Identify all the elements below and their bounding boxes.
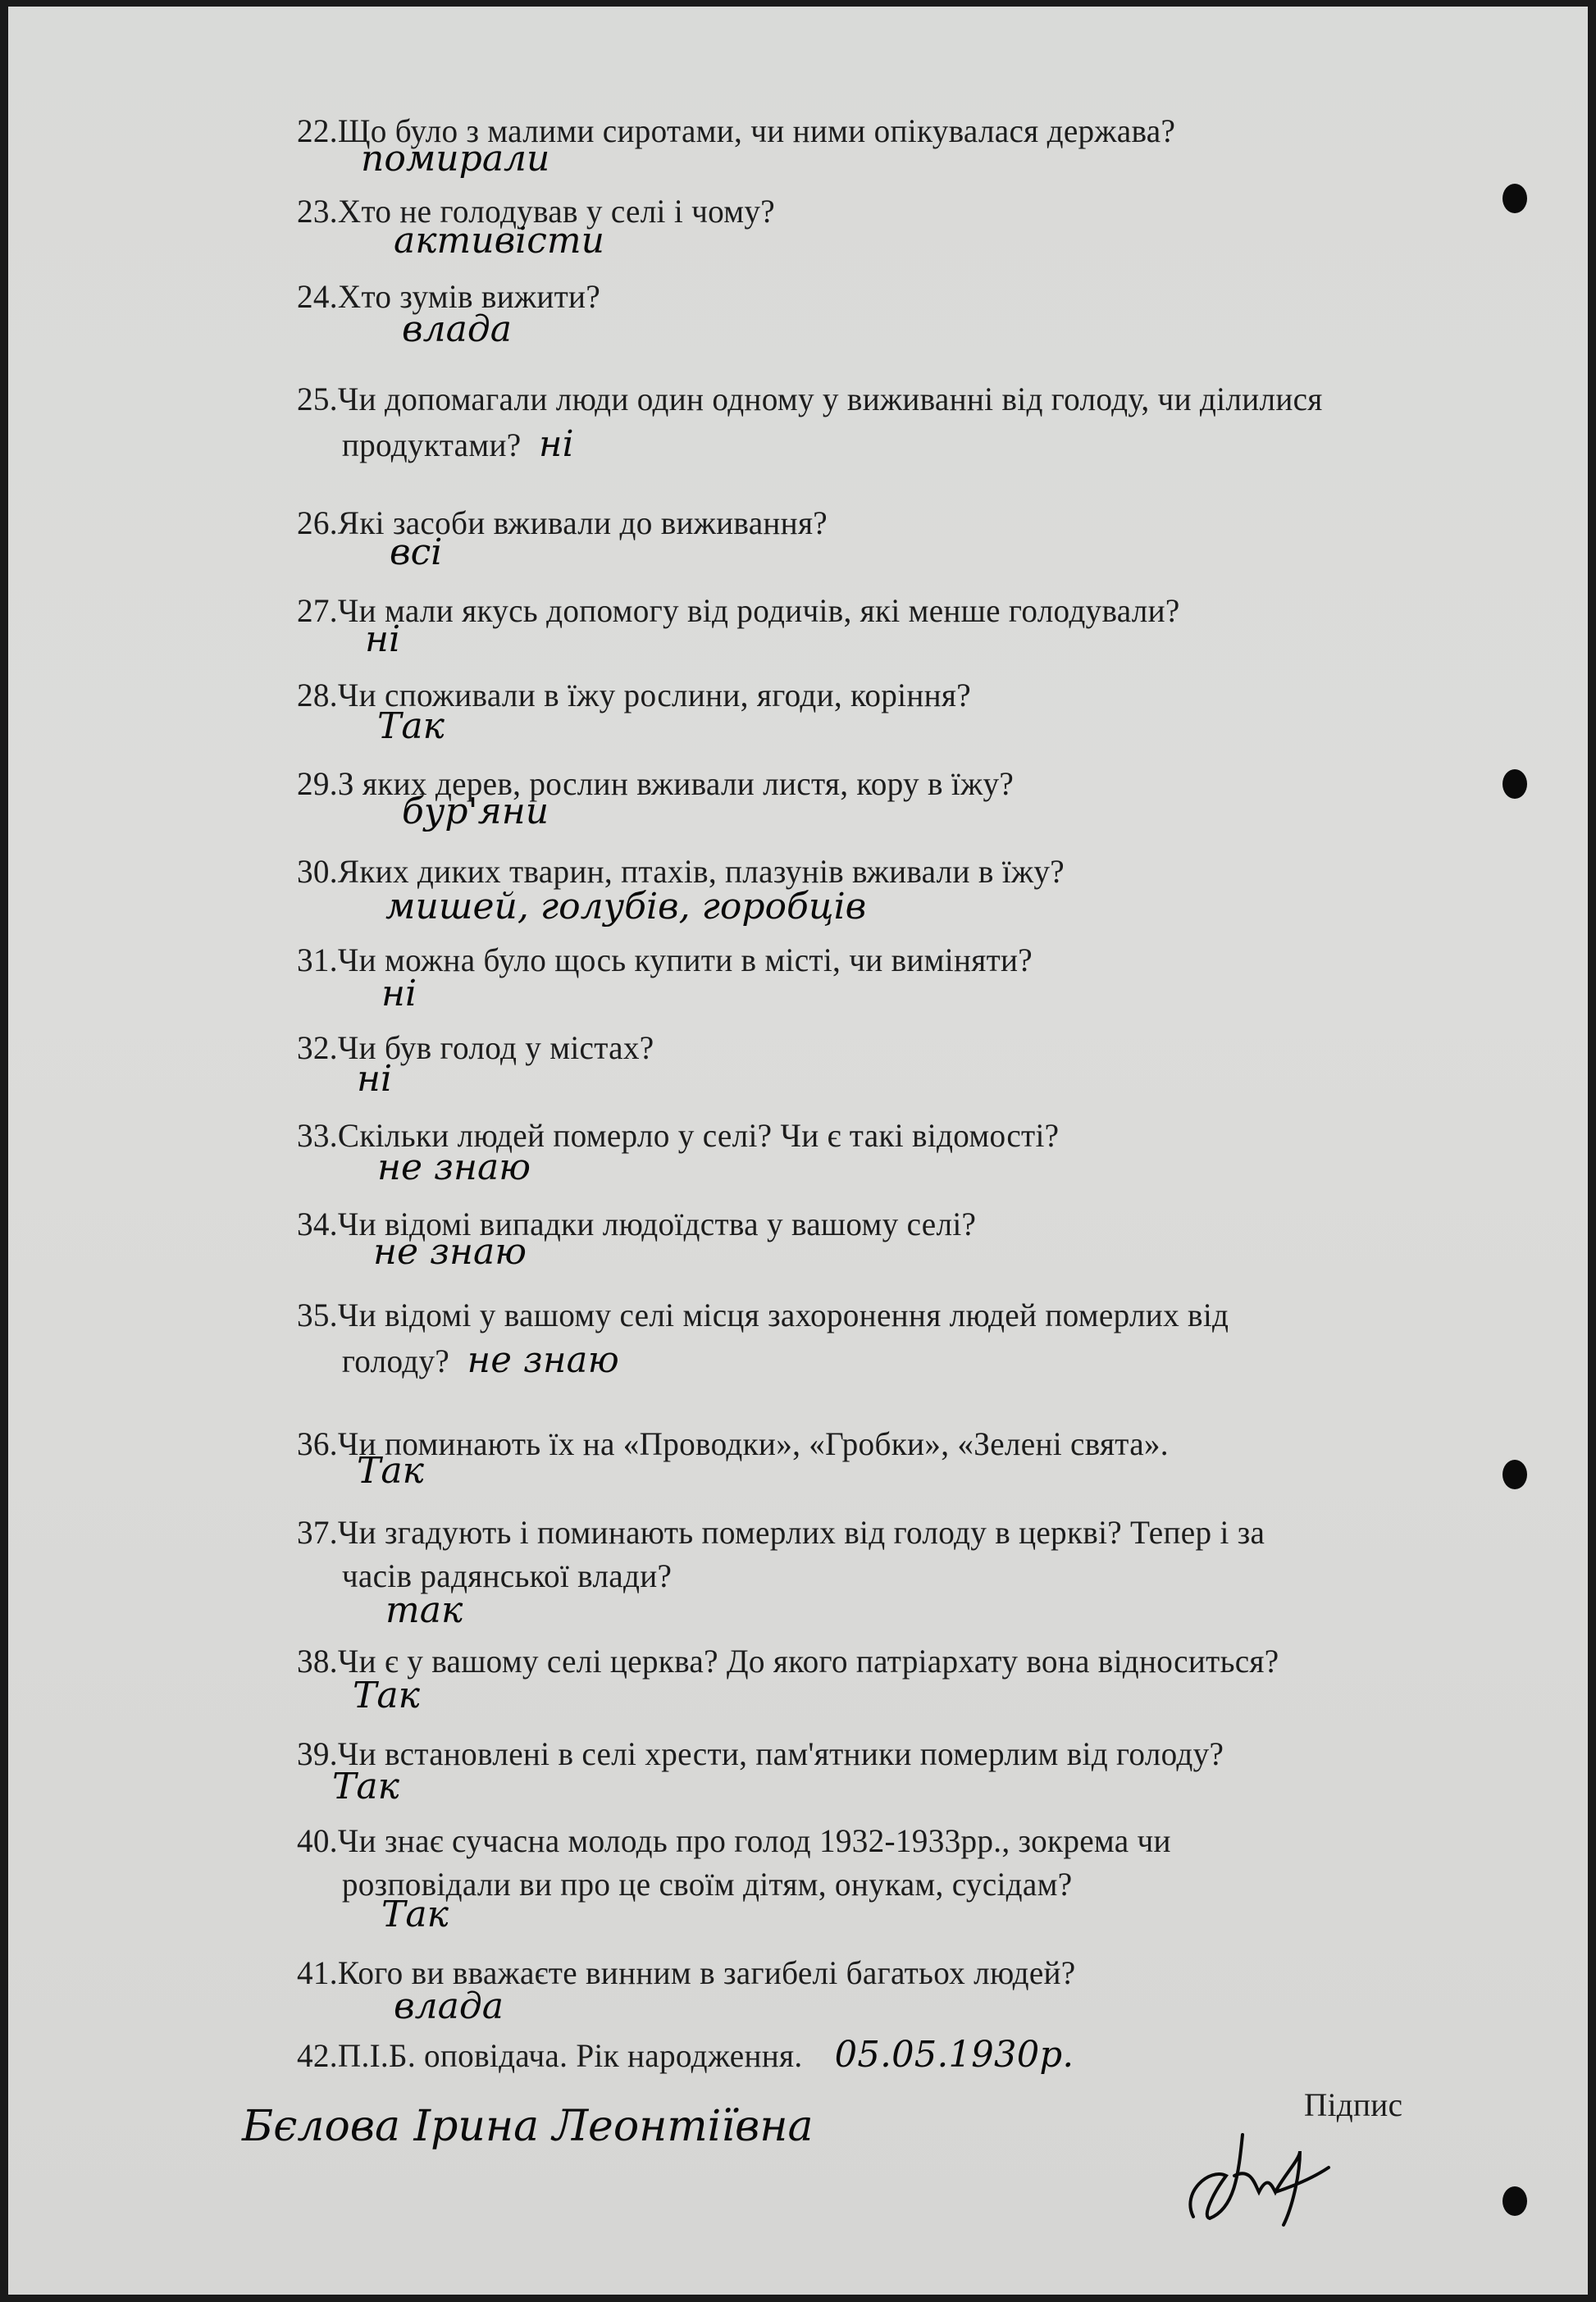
answer-22: помирали <box>361 138 550 180</box>
question-39: 39.Чи встановлені в селі хрести, пам'ятники померлим від голоду? <box>297 1735 1224 1772</box>
answer-38: Так <box>353 1675 420 1716</box>
questionnaire-page <box>8 7 1588 2295</box>
answer-33: не знаю <box>377 1146 531 1188</box>
answer-30: мишей, голубів, горобців <box>385 886 867 928</box>
punch-hole <box>1503 184 1527 213</box>
answer-35: не знаю <box>467 1339 619 1381</box>
signature-label: Підпис <box>1304 2086 1403 2123</box>
question-24: 24.Хто зумів вижити? <box>297 278 601 315</box>
question-25: 25.Чи допомагали люди один одному у виживанні від голоду, чи ділилися продуктами? ні <box>297 381 1323 465</box>
answer-29: бур'яни <box>402 791 549 832</box>
birth-date: 05.05.1930р. <box>834 2034 1074 2076</box>
answer-36: Так <box>357 1450 424 1492</box>
answer-28: Так <box>377 705 445 747</box>
question-28: 28.Чи споживали в їжу рослини, ягоди, коріння? <box>297 677 971 713</box>
question-29: 29.З яких дерев, рослин вживали листя, кору в їжу? <box>297 765 1015 802</box>
answer-27: ні <box>365 618 401 660</box>
signature-scribble <box>1177 2127 1341 2233</box>
question-35: 35.Чи відомі у вашому селі місця захоронення людей померлих від голоду? не знаю <box>297 1297 1229 1381</box>
question-31: 31.Чи можна було щось купити в місті, чи виміняти? <box>297 941 1033 978</box>
question-34: 34.Чи відомі випадки людоїдства у вашому селі? <box>297 1206 977 1242</box>
punch-hole <box>1503 2186 1527 2216</box>
question-23: 23.Хто не голодував у селі і чому? <box>297 193 775 230</box>
question-27: 27.Чи мали якусь допомогу від родичів, які менше голодували? <box>297 592 1180 629</box>
question-37: 37.Чи згадують і поминають померлих від голоду в церкві? Тепер і за часів радянської влади? <box>297 1514 1265 1594</box>
question-40: 40.Чи знає сучасна молодь про голод 1932-1933рр., зокрема чи розповідали ви про це своїм дітям, онукам, сусідам? <box>297 1822 1171 1903</box>
answer-41: влада <box>394 1985 504 2027</box>
answer-23: активісти <box>394 220 604 262</box>
answer-31: ні <box>381 973 417 1014</box>
narrator-name: Бєлова Ірина Леонтіївна <box>242 2102 814 2151</box>
question-42: 42.П.І.Б. оповідача. Рік народження. 05.05.1930р. <box>297 2034 1074 2076</box>
signature-image <box>1177 2127 1341 2237</box>
question-38: 38.Чи є у вашому селі церква? До якого патріархату вона відноситься? <box>297 1643 1279 1680</box>
question-33: 33.Скільки людей померло у селі? Чи є такі відомості? <box>297 1117 1060 1154</box>
punch-hole <box>1503 769 1527 799</box>
answer-24: влада <box>402 308 512 350</box>
answer-40: Так <box>381 1894 449 1935</box>
punch-hole <box>1503 1460 1527 1489</box>
answer-39: Так <box>332 1766 399 1807</box>
answer-37: так <box>385 1589 463 1631</box>
question-41: 41.Кого ви вважаєте винним в загибелі багатьох людей? <box>297 1954 1076 1991</box>
question-30: 30.Яких диких тварин, птахів, плазунів вживали в їжу? <box>297 853 1065 890</box>
answer-34: не знаю <box>373 1231 527 1273</box>
question-36: 36.Чи поминають їх на «Проводки», «Гробки», «Зелені свята». <box>297 1425 1169 1462</box>
question-22: 22.Що було з малими сиротами, чи ними опікувалася держава? <box>297 112 1176 149</box>
answer-32: ні <box>357 1058 393 1100</box>
answer-26: всі <box>390 531 443 573</box>
question-32: 32.Чи був голод у містах? <box>297 1029 654 1066</box>
question-26: 26.Які засоби вживали до виживання? <box>297 504 828 541</box>
answer-25: ні <box>538 423 574 465</box>
